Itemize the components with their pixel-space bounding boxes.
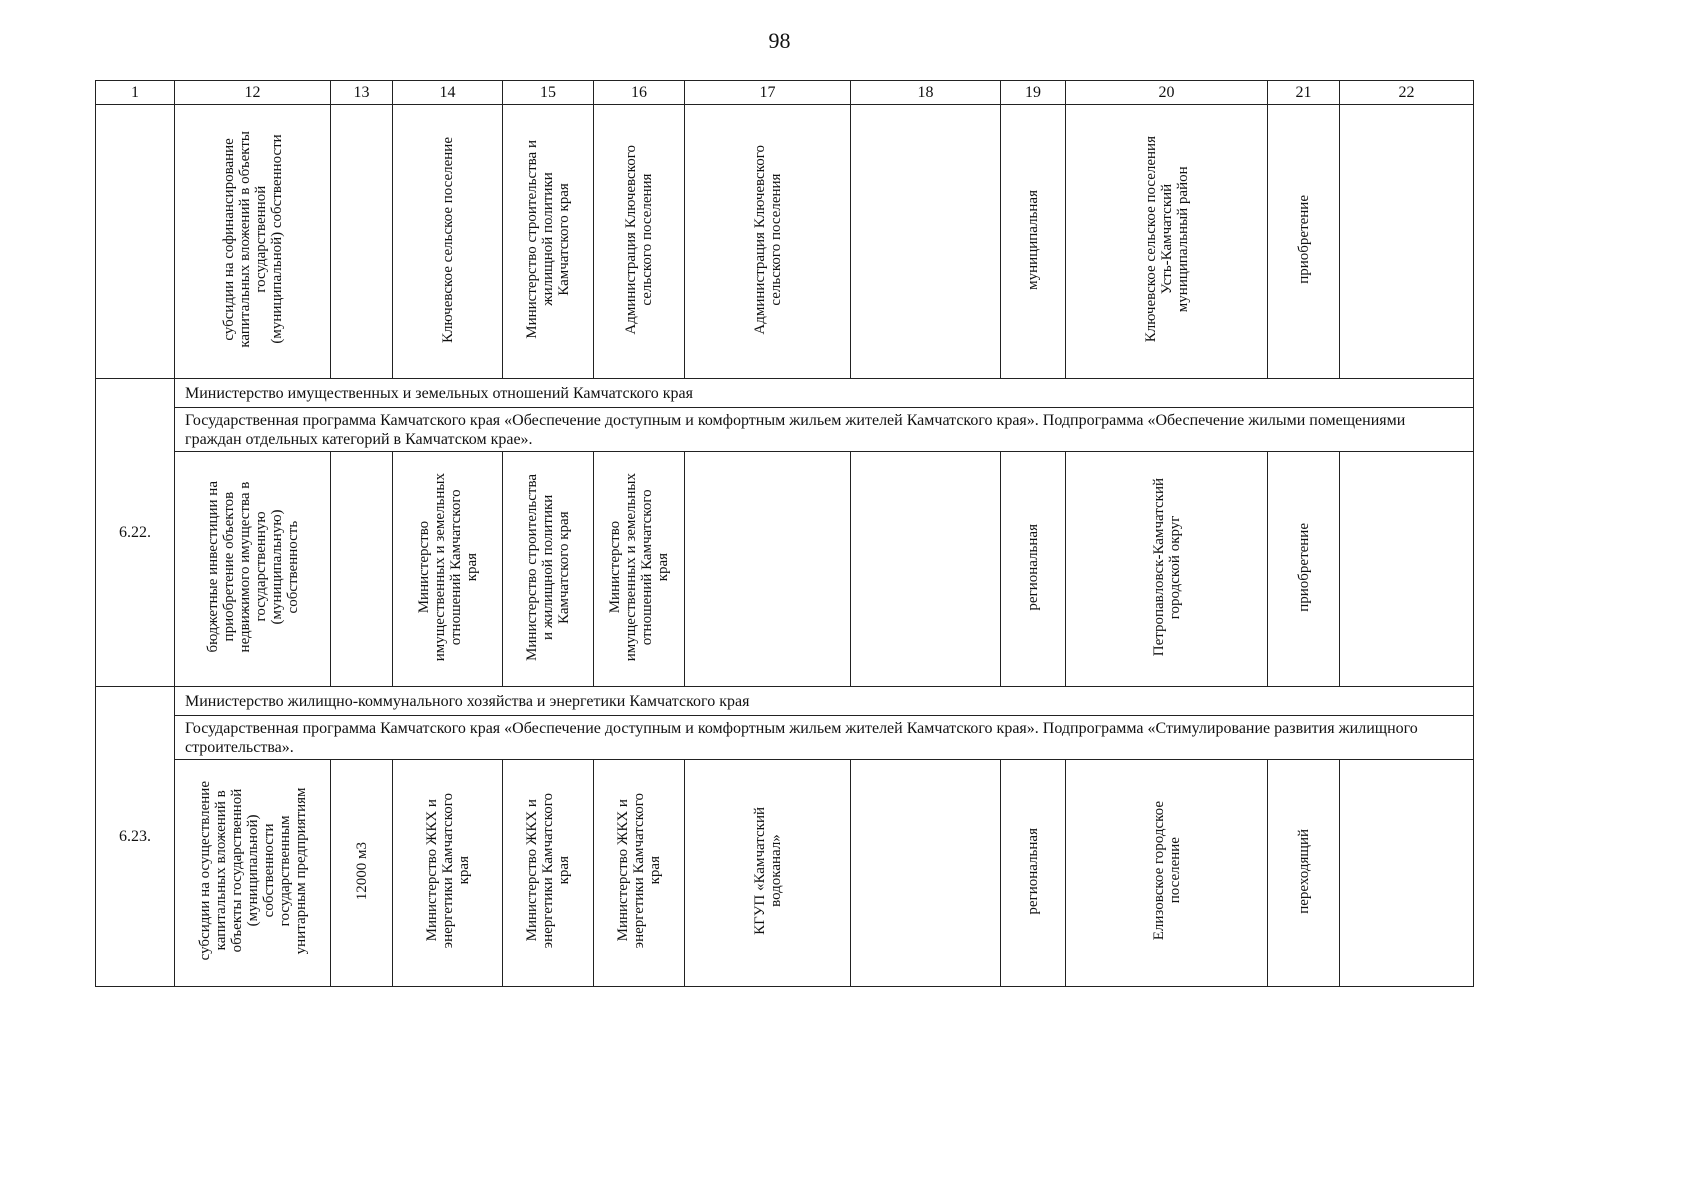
header-cell: 13: [331, 81, 393, 105]
program-row: [96, 408, 1474, 452]
subsidy-type-cell: [175, 760, 331, 987]
recipient-cell: [594, 760, 685, 987]
location-text: Елизовское городское поселение: [1150, 801, 1183, 941]
ministry-row: [96, 687, 1474, 716]
header-cell: 14: [393, 81, 503, 105]
header-cell: 22: [1340, 81, 1474, 105]
subsidy-type-cell: [175, 452, 331, 687]
capacity-text: 12000 м3: [353, 841, 370, 901]
header-cell: 15: [503, 81, 594, 105]
ministry-cell: [503, 105, 594, 379]
object-text: Министерство ЖКХ и энергетики Камчатского края: [423, 793, 472, 949]
row-number-cell: 6.22.: [96, 379, 175, 687]
ownership-cell: [1001, 452, 1066, 687]
ministry-cell: [503, 452, 594, 687]
header-cell: 19: [1001, 81, 1066, 105]
header-cell: 20: [1066, 81, 1268, 105]
object-text: Министерство имущественных и земельных отношений Камчатского края: [415, 472, 480, 662]
object-text: Ключевское сельское поселение: [439, 136, 456, 343]
location-text: Ключевское сельское поселения Усть-Камчатский муниципальный район: [1142, 136, 1191, 343]
subsidy-type-text: субсидии на софинансирование капитальных вложений в объекты государственной (муниципальной) собственности: [220, 131, 285, 348]
recipient-text: Администрация Ключевского сельского поселения: [623, 144, 655, 335]
empty-cell: [1340, 760, 1474, 987]
header-cell: 1: [96, 81, 175, 105]
ownership-cell: [1001, 760, 1066, 987]
subsidy-type-text: субсидии на осуществление капитальных вложений в объекты государственной (муниципальной) собственности государственным унитарным предприятиям: [196, 781, 309, 961]
location-cell: [1066, 760, 1268, 987]
type-text: переходящий: [1295, 828, 1312, 914]
program-title: Государственная программа Камчатского края «Обеспечение доступным и комфортным жильем жителей Камчатского края». Подпрограмма «Стимулирование развития жилищного строительства».: [175, 716, 1474, 760]
subsidy-type-text: бюджетные инвестиции на приобретение объектов недвижимого имущества в государственную (муниципальную) собственность: [204, 481, 301, 653]
ownership-text: муниципальная: [1025, 189, 1041, 290]
ministry-title: Министерство жилищно-коммунального хозяйства и энергетики Камчатского края: [175, 687, 1474, 716]
recipient-cell: [594, 105, 685, 379]
capacity-cell: [331, 452, 393, 687]
type-text: приобретение: [1295, 195, 1312, 284]
type-cell: [1268, 105, 1340, 379]
customer-text: Администрация Ключевского сельского поселения: [751, 144, 784, 335]
investment-objects-table: [95, 80, 1474, 987]
header-row: [96, 81, 1474, 105]
recipient-text: Министерство ЖКХ и энергетики Камчатского края: [615, 793, 663, 949]
table-row: [96, 105, 1474, 379]
program-row: [96, 716, 1474, 760]
table-row: [96, 452, 1474, 687]
empty-cell: [851, 760, 1001, 987]
location-cell: [1066, 105, 1268, 379]
header-cell: 18: [851, 81, 1001, 105]
header-cell: 12: [175, 81, 331, 105]
object-cell: [393, 760, 503, 987]
row-number-cell: [96, 105, 175, 379]
empty-cell: [1340, 452, 1474, 687]
table-row: [96, 760, 1474, 987]
object-cell: [393, 452, 503, 687]
customer-cell: [685, 760, 851, 987]
header-cell: 17: [685, 81, 851, 105]
ministry-text: Министерство строительства и жилищной политики Камчатского края: [524, 473, 572, 661]
empty-cell: [851, 452, 1001, 687]
object-cell: [393, 105, 503, 379]
header-cell: 16: [594, 81, 685, 105]
capacity-cell: [331, 760, 393, 987]
customer-cell: [685, 105, 851, 379]
header-cell: 21: [1268, 81, 1340, 105]
ministry-title: Министерство имущественных и земельных отношений Камчатского края: [175, 379, 1474, 408]
ministry-row: [96, 379, 1474, 408]
ministry-text: Министерство строительства и жилищной политики Камчатского края: [524, 140, 572, 339]
type-cell: [1268, 452, 1340, 687]
capacity-cell: [331, 105, 393, 379]
page-number: 98: [768, 28, 791, 53]
row-number-cell: 6.23.: [96, 687, 175, 987]
customer-cell: [685, 452, 851, 687]
subsidy-type-cell: [175, 105, 331, 379]
ownership-cell: [1001, 105, 1066, 379]
ministry-text: Министерство ЖКХ и энергетики Камчатского края: [524, 793, 572, 949]
recipient-text: Министерство имущественных и земельных отношений Камчатского края: [607, 472, 671, 662]
location-cell: [1066, 452, 1268, 687]
program-title: Государственная программа Камчатского края «Обеспечение доступным и комфортным жильем жителей Камчатского края». Подпрограмма «Обеспечение жилыми помещениями граждан отдельных категорий в Камчатском крае».: [175, 408, 1474, 452]
ministry-cell: [503, 760, 594, 987]
type-text: приобретение: [1295, 522, 1312, 612]
customer-text: КГУП «Камчатский водоканал»: [751, 807, 784, 935]
type-cell: [1268, 760, 1340, 987]
recipient-cell: [594, 452, 685, 687]
empty-cell: [1340, 105, 1474, 379]
location-text: Петропавловск-Камчатский городской округ: [1150, 477, 1183, 657]
empty-cell: [851, 105, 1001, 379]
ownership-text: региональная: [1025, 827, 1041, 915]
ownership-text: региональная: [1025, 523, 1041, 611]
